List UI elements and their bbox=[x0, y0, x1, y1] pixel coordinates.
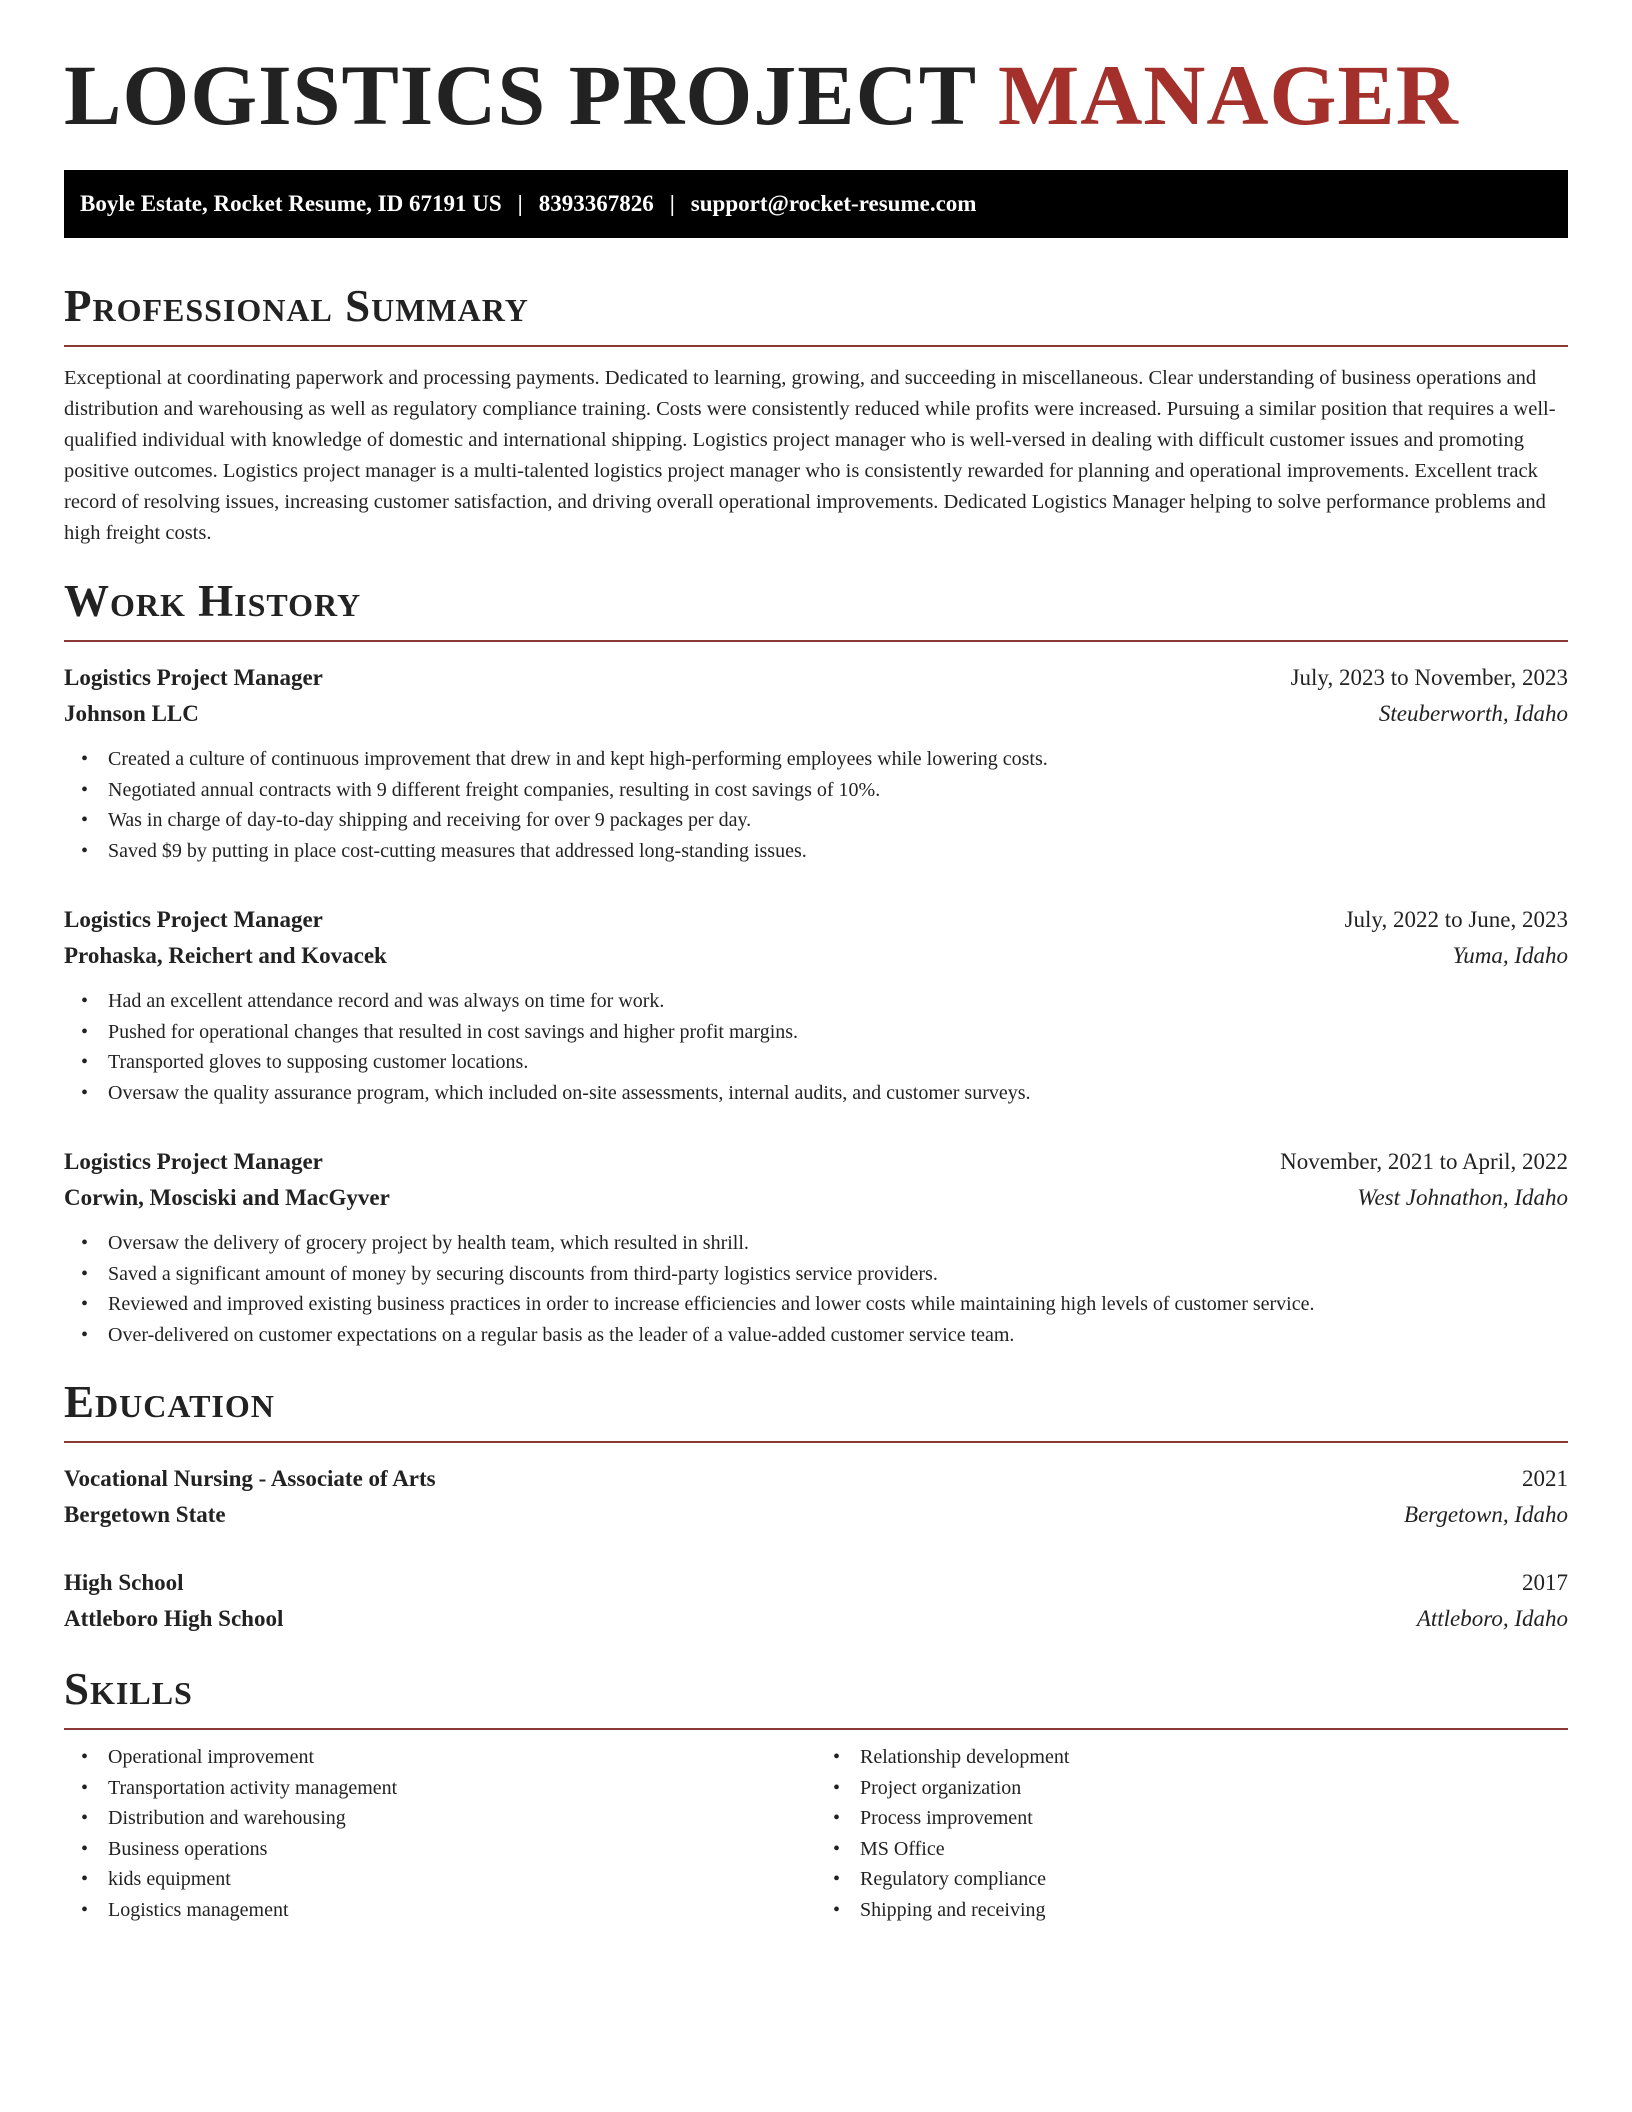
education-school: Attleboro High School bbox=[64, 1606, 284, 1631]
skills-section bbox=[64, 1664, 1568, 1925]
education-entry bbox=[64, 1565, 1568, 1637]
job-bullet: • Had an excellent attendance record and was always on time for work. bbox=[64, 986, 1568, 1017]
job-location: Yuma, Idaho bbox=[1452, 943, 1568, 968]
education-school-row bbox=[64, 1497, 1568, 1533]
section-title-work-history: Work History bbox=[64, 579, 1568, 642]
job-bullet: • Saved a significant amount of money by securing discounts from third-party logistics service providers. bbox=[64, 1259, 1568, 1290]
job-company: Johnson LLC bbox=[64, 701, 199, 726]
skill-item: • Distribution and warehousing bbox=[64, 1803, 816, 1834]
skill-item: • Operational improvement bbox=[64, 1742, 816, 1773]
skill-item: • kids equipment bbox=[64, 1864, 816, 1895]
job-entry bbox=[64, 660, 1568, 866]
section-title-education: Education bbox=[64, 1380, 1568, 1443]
summary-text: Exceptional at coordinating paperwork and processing payments. Dedicated to learning, growing, and succeeding in miscellaneous. Clear understanding of business operations and distribution and warehousing as well as regulatory compliance training. Costs were consistently reduced while profits were increased. Pursuing a similar position that requires a well-qualified individual with knowledge of domestic and international shipping. Logistics project manager who is well-versed in dealing with difficult customer issues and promoting positive outcomes. Logistics project manager is a multi-talented logistics project manager who is consistently rewarded for planning and operational improvements. Excellent track record of resolving issues, increasing customer satisfaction, and driving overall operational improvements. Dedicated Logistics Manager helping to solve performance problems and high freight costs. bbox=[64, 367, 1556, 544]
resume-name bbox=[64, 47, 1568, 143]
job-bullets bbox=[64, 986, 1568, 1108]
job-company: Prohaska, Reichert and Kovacek bbox=[64, 943, 387, 968]
job-dates: July, 2023 to November, 2023 bbox=[1290, 665, 1568, 690]
job-bullets bbox=[64, 1228, 1568, 1350]
education-school: Bergetown State bbox=[64, 1502, 226, 1527]
job-bullet: • Negotiated annual contracts with 9 different freight companies, resulting in cost savings of 10%. bbox=[64, 775, 1568, 806]
contact-separator: | bbox=[517, 191, 523, 216]
contact-address: Boyle Estate, Rocket Resume, ID 67191 US bbox=[80, 191, 502, 216]
name-main: LOGISTICS PROJECT bbox=[64, 47, 976, 143]
skill-item: • Relationship development bbox=[816, 1742, 1568, 1773]
job-entry bbox=[64, 902, 1568, 1108]
job-company: Corwin, Mosciski and MacGyver bbox=[64, 1185, 390, 1210]
education-section bbox=[64, 1377, 1568, 1637]
job-bullet: • Reviewed and improved existing business practices in order to increase efficiencies and lower costs while maintaining high levels of customer service. bbox=[64, 1289, 1568, 1320]
skills-grid bbox=[64, 1742, 1568, 1925]
skill-item: • Logistics management bbox=[64, 1895, 816, 1926]
job-dates: November, 2021 to April, 2022 bbox=[1280, 1149, 1568, 1174]
job-location: West Johnathon, Idaho bbox=[1357, 1185, 1568, 1210]
education-degree: Vocational Nursing - Associate of Arts bbox=[64, 1466, 436, 1491]
education-year: 2017 bbox=[1522, 1570, 1568, 1595]
contact-separator: | bbox=[669, 191, 675, 216]
job-bullet: • Was in charge of day-to-day shipping and receiving for over 9 packages per day. bbox=[64, 805, 1568, 836]
contact-phone: 8393367826 bbox=[538, 191, 654, 216]
job-role: Logistics Project Manager bbox=[64, 907, 323, 932]
contact-email: support@rocket-resume.com bbox=[690, 191, 977, 216]
job-role: Logistics Project Manager bbox=[64, 1149, 323, 1174]
job-bullet: • Created a culture of continuous improvement that drew in and kept high-performing employees while lowering costs. bbox=[64, 744, 1568, 775]
education-year: 2021 bbox=[1522, 1466, 1568, 1491]
skill-item: • Shipping and receiving bbox=[816, 1895, 1568, 1926]
job-header-row bbox=[64, 1144, 1568, 1180]
name-accent: MANAGER bbox=[998, 47, 1459, 143]
skills-column-left bbox=[64, 1742, 816, 1925]
skill-item: • Regulatory compliance bbox=[816, 1864, 1568, 1895]
job-bullets bbox=[64, 744, 1568, 866]
contact-bar bbox=[64, 170, 1568, 238]
job-header-row bbox=[64, 902, 1568, 938]
skills-list bbox=[816, 1742, 1568, 1925]
education-header-row bbox=[64, 1565, 1568, 1601]
section-title-skills: Skills bbox=[64, 1667, 1568, 1730]
skills-list bbox=[64, 1742, 816, 1925]
job-location: Steuberworth, Idaho bbox=[1378, 701, 1568, 726]
skills-column-right bbox=[816, 1742, 1568, 1925]
skill-item: • Business operations bbox=[64, 1834, 816, 1865]
job-role: Logistics Project Manager bbox=[64, 665, 323, 690]
job-header-row bbox=[64, 660, 1568, 696]
job-entry bbox=[64, 1144, 1568, 1350]
job-bullet: • Oversaw the quality assurance program, which included on-site assessments, internal audits, and customer surveys. bbox=[64, 1078, 1568, 1109]
work-history-section bbox=[64, 576, 1568, 1350]
skill-item: • Transportation activity management bbox=[64, 1773, 816, 1804]
summary-section bbox=[64, 281, 1568, 549]
job-company-row bbox=[64, 938, 1568, 974]
section-title-summary: Professional Summary bbox=[64, 284, 1568, 347]
education-school-row bbox=[64, 1601, 1568, 1637]
education-header-row bbox=[64, 1461, 1568, 1497]
education-entry bbox=[64, 1461, 1568, 1533]
job-bullet: • Over-delivered on customer expectations on a regular basis as the leader of a value-added customer service team. bbox=[64, 1320, 1568, 1351]
skill-item: • Project organization bbox=[816, 1773, 1568, 1804]
job-bullet: • Transported gloves to supposing customer locations. bbox=[64, 1047, 1568, 1078]
job-bullet: • Oversaw the delivery of grocery project by health team, which resulted in shrill. bbox=[64, 1228, 1568, 1259]
education-location: Bergetown, Idaho bbox=[1404, 1502, 1568, 1527]
job-dates: July, 2022 to June, 2023 bbox=[1344, 907, 1568, 932]
education-degree: High School bbox=[64, 1570, 184, 1595]
job-bullet: • Saved $9 by putting in place cost-cutting measures that addressed long-standing issues. bbox=[64, 836, 1568, 867]
job-company-row bbox=[64, 1180, 1568, 1216]
job-company-row bbox=[64, 696, 1568, 732]
education-location: Attleboro, Idaho bbox=[1416, 1606, 1568, 1631]
skill-item: • MS Office bbox=[816, 1834, 1568, 1865]
job-bullet: • Pushed for operational changes that resulted in cost savings and higher profit margins. bbox=[64, 1017, 1568, 1048]
skill-item: • Process improvement bbox=[816, 1803, 1568, 1834]
